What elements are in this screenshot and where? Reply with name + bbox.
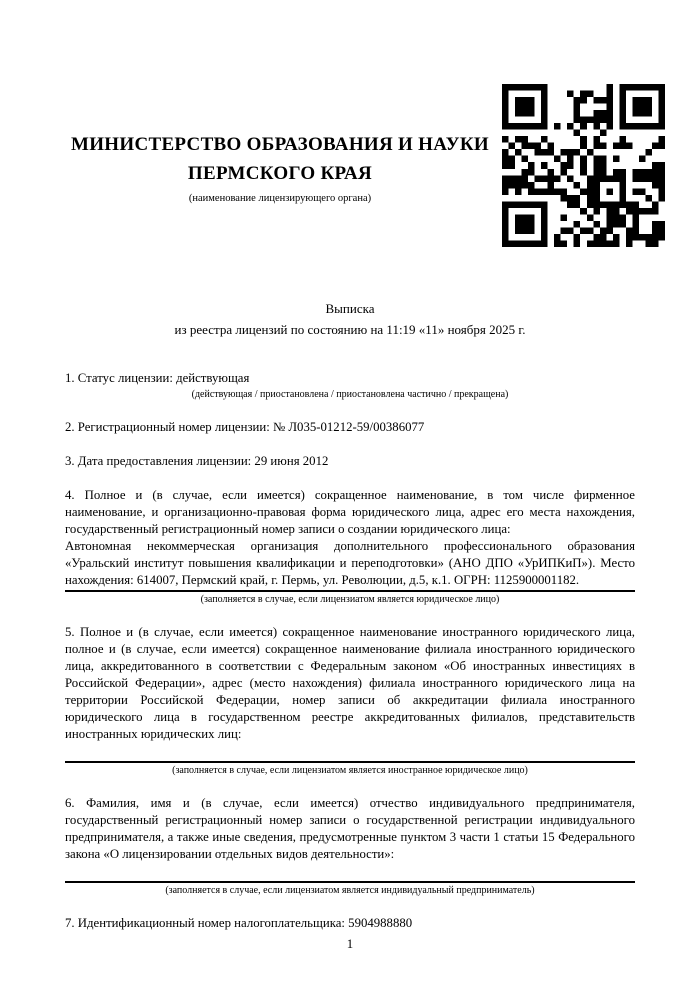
foreign-entity-value	[65, 743, 635, 760]
grant-date: 3. Дата предоставления лицензии: 29 июня 2012	[65, 454, 329, 468]
legal-entity-fill-line	[65, 590, 635, 592]
foreign-entity-caption: (заполняется в случае, если лицензиатом является иностранное юридическое лицо)	[172, 765, 528, 776]
licensing-authority-header	[65, 130, 495, 206]
legal-entity-section	[65, 487, 635, 607]
licensing-authority-caption: (наименование лицензирующего органа)	[188, 193, 372, 204]
document-title-line1: Выписка	[325, 301, 375, 316]
entrepreneur-caption: (заполняется в случае, если лицензиатом является индивидуальный предприниматель)	[165, 885, 535, 896]
ministry-name-line1: МИНИСТЕРСТВО ОБРАЗОВАНИЯ И НАУКИ	[70, 134, 490, 155]
document-title	[65, 298, 635, 340]
license-status: 1. Статус лицензии: действующая	[65, 371, 250, 385]
legal-entity-intro: 4. Полное и (в случае, если имеется) сокращенное наименование, в том числе фирменное наименование, и организационно-правовая форма юридического лица, адрес его места нахождения, государственный регистрационный номер записи о создании юридического лица:	[65, 488, 635, 536]
legal-entity-caption: (заполняется в случае, если лицензиатом является юридическое лицо)	[200, 594, 500, 605]
ministry-name-line2: ПЕРМСКОГО КРАЯ	[187, 163, 373, 184]
registration-number: 2. Регистрационный номер лицензии: № Л035-01212-59/00386077	[65, 420, 425, 434]
foreign-entity-fill-line	[65, 761, 635, 763]
foreign-entity-section	[65, 624, 635, 778]
entrepreneur-section	[65, 795, 635, 898]
qr-code	[502, 84, 665, 247]
entrepreneur-fill-line	[65, 881, 635, 883]
entrepreneur-intro: 6. Фамилия, имя и (в случае, если имеется) отчество индивидуального предпринимателя, государственный регистрационный номер записи о государственной регистрации индивидуального предпринимателя, а также иные сведения, предусмотренные пунктом 3 части 1 статьи 15 Федерального закона «О лицензировании отдельных видов деятельности»:	[65, 796, 635, 861]
license-status-options-caption: (действующая / приостановлена / приостановлена частично / прекращена)	[191, 389, 509, 400]
ministry-name	[65, 130, 495, 188]
entrepreneur-value	[65, 863, 635, 880]
page-number: 1	[346, 937, 354, 951]
legal-entity-value: Автономная некоммерческая организация дополнительного профессионального образования «Уральский институт повышения квалификации и переподготовки» (АНО ДПО «УрИПКиП»). Место нахождения: 614007, Пермский край, г. Пермь, ул. Революции, д.5, к.1. ОГРН: 1125900001182.	[65, 539, 635, 587]
foreign-entity-intro: 5. Полное и (в случае, если имеется) сокращенное наименование иностранного юридического лица, полное и (в случае, если имеется) сокращенное наименование филиала иностранного юридического лица, аккредитованного в соответствии с Федеральным законом «Об иностранных инвестициях в Российской Федерации», адрес (место нахождения) филиала иностранного юридического лица на территории Российской Федерации, номер записи об аккредитации филиала иностранного юридического лица в государственном реестре аккредитованных филиалов, представительств иностранных юридических лиц:	[65, 625, 635, 741]
document-title-line2: из реестра лицензий по состоянию на 11:19 «11» ноября 2025 г.	[174, 322, 526, 337]
taxpayer-number: 7. Идентификационный номер налогоплательщика: 5904988880	[65, 916, 413, 930]
